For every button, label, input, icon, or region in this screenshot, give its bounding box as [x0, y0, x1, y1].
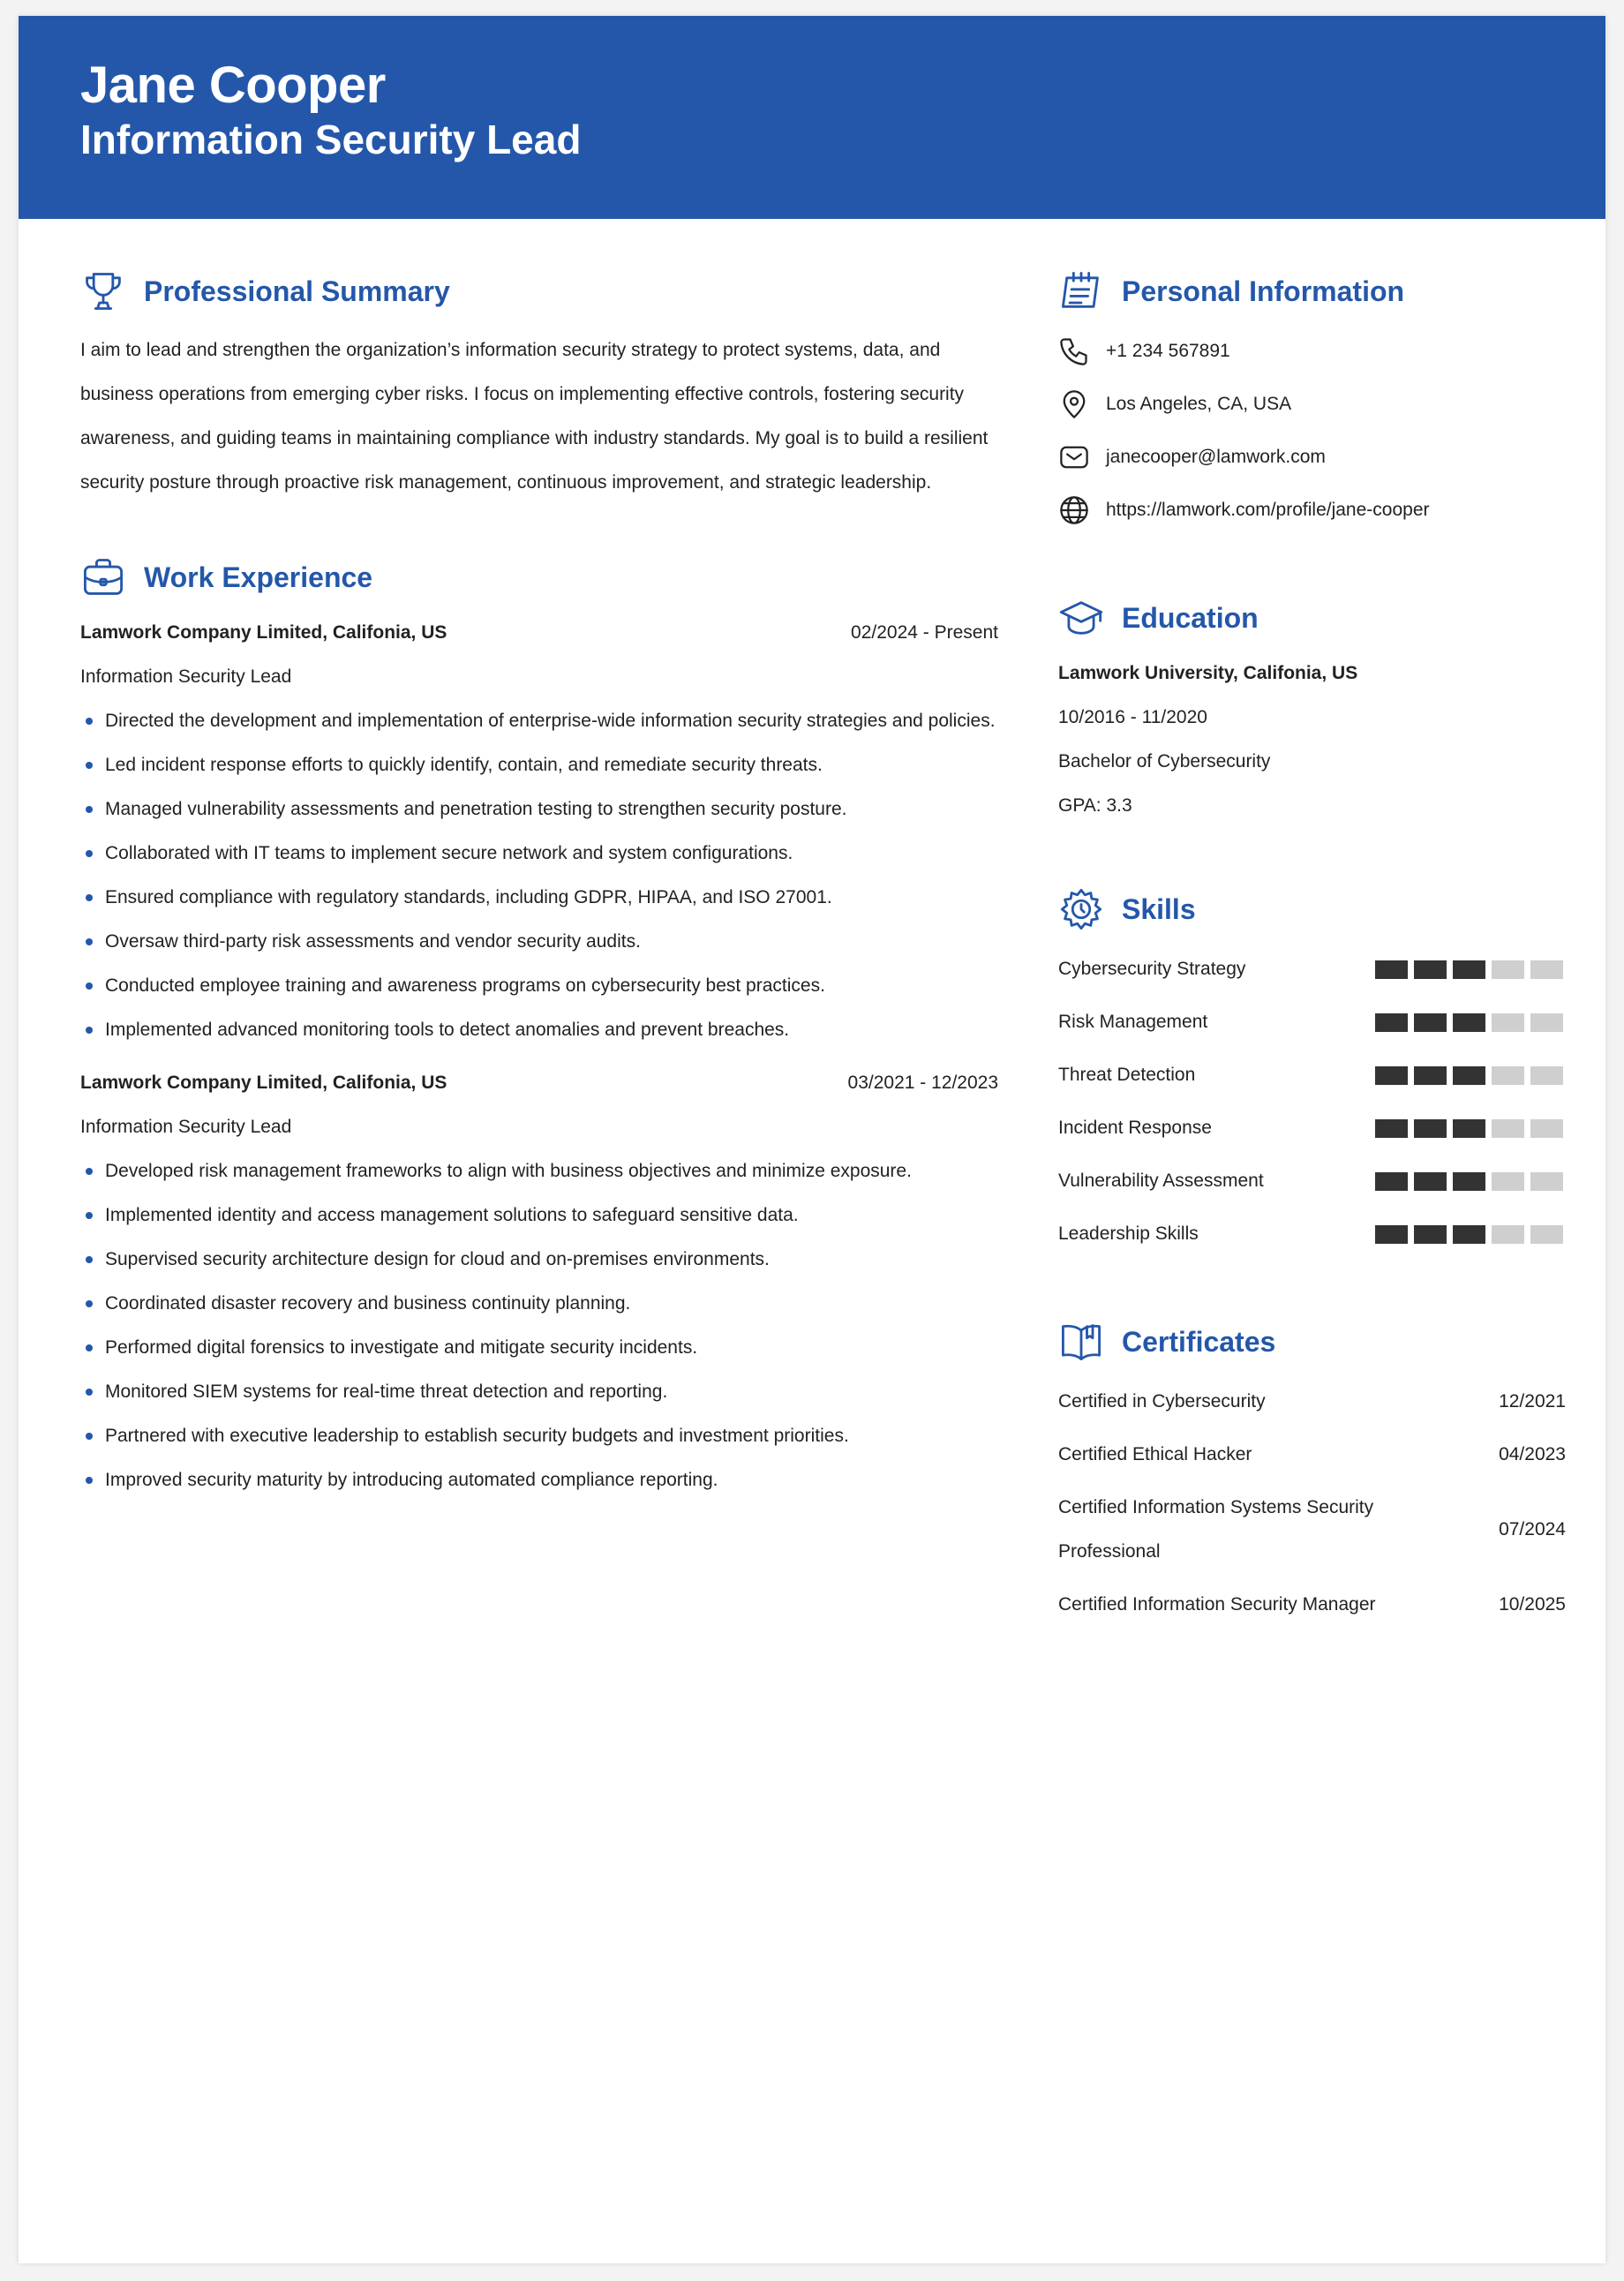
candidate-name: Jane Cooper	[80, 56, 386, 114]
skill-row	[1058, 1208, 1566, 1261]
summary-heading: Professional Summary	[144, 275, 450, 307]
location-pin-icon	[1058, 388, 1090, 420]
location-text: Los Angeles, CA, USA	[1106, 394, 1292, 414]
skill-segment-filled	[1375, 1225, 1408, 1244]
website-text[interactable]: https://lamwork.com/profile/jane-cooper	[1106, 500, 1430, 520]
job-bullet: Managed vulnerability assessments and penetration testing to strengthen security posture.	[80, 787, 998, 832]
certificate-name: Certified Ethical Hacker	[1058, 1444, 1252, 1464]
globe-icon	[1058, 494, 1090, 526]
certificate-name: Certified in Cybersecurity	[1058, 1391, 1266, 1412]
job-bullet: Directed the development and implementation of enterprise-wide information security strategies and policies.	[80, 699, 998, 743]
skill-row	[1058, 1102, 1566, 1155]
job-bullet: Oversaw third-party risk assessments and vendor security audits.	[80, 920, 998, 964]
skill-segment-empty	[1530, 1225, 1563, 1244]
skill-segment-filled	[1375, 1119, 1408, 1138]
certificate-date: 07/2024	[1499, 1519, 1566, 1539]
job-bullets	[80, 1149, 998, 1502]
certificate-date: 12/2021	[1499, 1391, 1566, 1412]
skill-row	[1058, 943, 1566, 996]
skill-name: Cybersecurity Strategy	[1058, 959, 1246, 979]
skill-segment-filled	[1375, 1013, 1408, 1032]
job-bullet: Collaborated with IT teams to implement secure network and system configurations.	[80, 832, 998, 876]
email-item	[1058, 431, 1566, 484]
skill-segment-filled	[1453, 960, 1485, 979]
section-header	[1058, 1314, 1566, 1370]
website-item	[1058, 484, 1566, 537]
skill-segment-empty	[1530, 960, 1563, 979]
skill-row	[1058, 1049, 1566, 1102]
job-bullet: Partnered with executive leadership to establish security budgets and investment priorities.	[80, 1414, 998, 1458]
job-entry	[80, 1061, 998, 1502]
location-item	[1058, 378, 1566, 431]
skill-segment-empty	[1492, 1066, 1524, 1085]
job-bullet: Supervised security architecture design for cloud and on-premises environments.	[80, 1238, 998, 1282]
section-header	[80, 549, 998, 606]
section-header	[1058, 263, 1566, 320]
left-column	[80, 263, 998, 1502]
skill-segment-empty	[1530, 1172, 1563, 1191]
personal-information-section	[1058, 263, 1566, 537]
certificate-row	[1058, 1375, 1566, 1428]
resume-header	[19, 16, 1605, 219]
skill-segment-empty	[1530, 1066, 1563, 1085]
certificate-date: 04/2023	[1499, 1444, 1566, 1464]
job-bullet: Led incident response efforts to quickly identify, contain, and remediate security threats.	[80, 743, 998, 787]
phone-icon	[1058, 335, 1090, 367]
job-bullet: Coordinated disaster recovery and business continuity planning.	[80, 1282, 998, 1326]
job-entry	[80, 611, 998, 1052]
job-dates: 02/2024 - Present	[851, 622, 998, 643]
candidate-title: Information Security Lead	[80, 117, 582, 162]
skill-segment-filled	[1375, 1066, 1408, 1085]
education-gpa: GPA: 3.3	[1058, 795, 1132, 816]
certificate-date: 10/2025	[1499, 1594, 1566, 1615]
skill-level-bar	[1375, 1172, 1563, 1191]
skill-segment-filled	[1375, 1172, 1408, 1191]
skill-segment-filled	[1414, 960, 1447, 979]
certificate-row	[1058, 1578, 1566, 1631]
job-bullet: Performed digital forensics to investigate and mitigate security incidents.	[80, 1326, 998, 1370]
personal-heading: Personal Information	[1122, 275, 1405, 307]
job-bullet: Monitored SIEM systems for real-time threat detection and reporting.	[80, 1370, 998, 1414]
right-column	[1058, 263, 1566, 1631]
skill-segment-filled	[1453, 1172, 1485, 1191]
job-bullets	[80, 699, 998, 1052]
skill-segment-filled	[1414, 1225, 1447, 1244]
education-heading: Education	[1122, 601, 1259, 634]
mail-icon	[1058, 441, 1090, 473]
gear-clock-icon	[1058, 886, 1104, 932]
job-role: Information Security Lead	[80, 666, 292, 687]
job-dates: 03/2021 - 12/2023	[847, 1073, 998, 1093]
certificates-heading: Certificates	[1122, 1325, 1276, 1358]
skill-level-bar	[1375, 1225, 1563, 1244]
skill-segment-empty	[1492, 1225, 1524, 1244]
skill-segment-filled	[1414, 1013, 1447, 1032]
work-experience-section	[80, 549, 998, 1502]
skill-row	[1058, 1155, 1566, 1208]
skill-segment-filled	[1453, 1119, 1485, 1138]
skills-list	[1058, 943, 1566, 1261]
phone-item	[1058, 325, 1566, 378]
calendar-note-icon	[1058, 268, 1104, 314]
briefcase-icon	[80, 554, 126, 600]
skill-segment-filled	[1453, 1225, 1485, 1244]
summary-text: I aim to lead and strengthen the organization’s information security strategy to protect systems, data, and business operations from emerging cyber risks. I focus on implementing effective controls, fostering security awareness, and guiding teams in maintaining compliance with industry standards. My goal is to build a resilient security posture through proactive risk management, continuous improvement, and strategic leadership.	[80, 340, 989, 493]
certificate-name: Certified Information Systems Security Professional	[1058, 1497, 1374, 1562]
section-header	[1058, 590, 1566, 646]
certificate-row	[1058, 1481, 1566, 1578]
skill-segment-empty	[1492, 960, 1524, 979]
job-bullet: Developed risk management frameworks to align with business objectives and minimize exposure.	[80, 1149, 998, 1193]
skill-name: Leadership Skills	[1058, 1223, 1199, 1244]
skill-name: Threat Detection	[1058, 1065, 1196, 1085]
skill-segment-filled	[1414, 1066, 1447, 1085]
skill-segment-empty	[1492, 1119, 1524, 1138]
skill-segment-empty	[1492, 1013, 1524, 1032]
education-degree: Bachelor of Cybersecurity	[1058, 751, 1271, 772]
skill-level-bar	[1375, 960, 1563, 979]
job-bullet: Implemented identity and access management solutions to safeguard sensitive data.	[80, 1193, 998, 1238]
open-book-icon	[1058, 1319, 1104, 1365]
education-school: Lamwork University, Califonia, US	[1058, 663, 1358, 683]
skill-segment-filled	[1453, 1066, 1485, 1085]
skill-level-bar	[1375, 1066, 1563, 1085]
graduation-cap-icon	[1058, 595, 1104, 641]
skill-name: Risk Management	[1058, 1012, 1208, 1032]
skill-segment-filled	[1414, 1172, 1447, 1191]
job-header	[80, 1061, 998, 1105]
section-header	[80, 263, 998, 320]
skill-name: Incident Response	[1058, 1118, 1212, 1138]
skill-name: Vulnerability Assessment	[1058, 1171, 1264, 1191]
education-section	[1058, 590, 1566, 828]
email-text[interactable]: janecooper@lamwork.com	[1106, 447, 1326, 467]
job-company: Lamwork Company Limited, Califonia, US	[80, 622, 447, 643]
skill-level-bar	[1375, 1119, 1563, 1138]
education-dates: 10/2016 - 11/2020	[1058, 707, 1207, 727]
certificates-section	[1058, 1314, 1566, 1631]
certificate-name: Certified Information Security Manager	[1058, 1594, 1376, 1615]
section-header	[1058, 881, 1566, 937]
skill-segment-filled	[1375, 960, 1408, 979]
certificate-row	[1058, 1428, 1566, 1481]
skill-level-bar	[1375, 1013, 1563, 1032]
job-company: Lamwork Company Limited, Califonia, US	[80, 1073, 447, 1093]
job-role: Information Security Lead	[80, 1117, 292, 1137]
experience-heading: Work Experience	[144, 561, 373, 593]
trophy-icon	[80, 268, 126, 314]
skills-heading: Skills	[1122, 892, 1196, 925]
job-bullet: Ensured compliance with regulatory standards, including GDPR, HIPAA, and ISO 27001.	[80, 876, 998, 920]
resume-page	[19, 16, 1605, 2263]
phone-text: +1 234 567891	[1106, 341, 1230, 361]
job-bullet: Implemented advanced monitoring tools to detect anomalies and prevent breaches.	[80, 1008, 998, 1052]
skill-row	[1058, 996, 1566, 1049]
skill-segment-empty	[1530, 1119, 1563, 1138]
skill-segment-empty	[1492, 1172, 1524, 1191]
skill-segment-filled	[1453, 1013, 1485, 1032]
job-bullet: Improved security maturity by introducing automated compliance reporting.	[80, 1458, 998, 1502]
job-header	[80, 611, 998, 655]
skill-segment-empty	[1530, 1013, 1563, 1032]
skills-section	[1058, 881, 1566, 1261]
skill-segment-filled	[1414, 1119, 1447, 1138]
job-bullet: Conducted employee training and awareness programs on cybersecurity best practices.	[80, 964, 998, 1008]
professional-summary-section	[80, 263, 998, 505]
